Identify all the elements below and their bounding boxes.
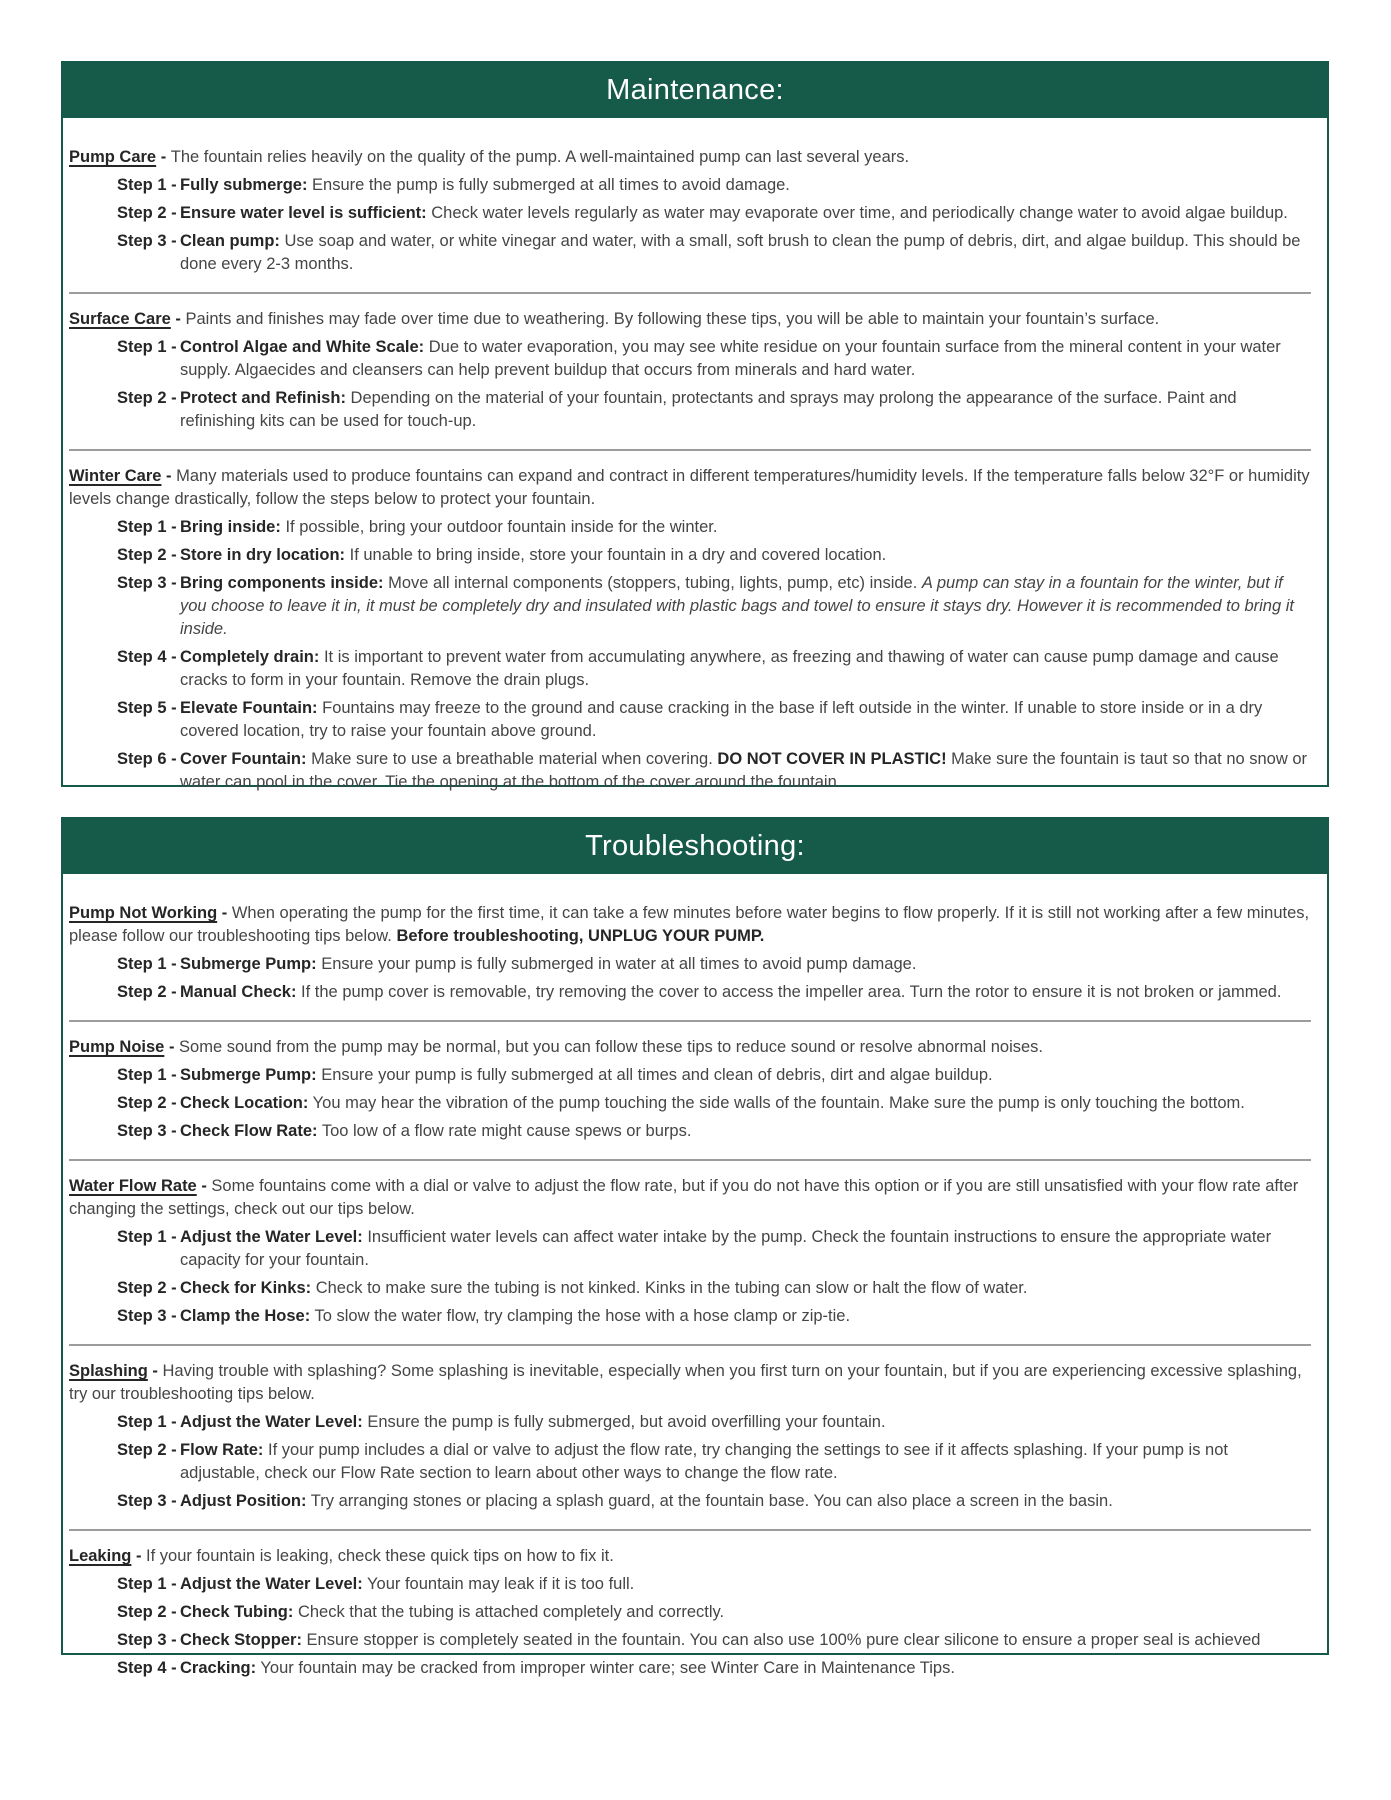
step-body xyxy=(180,1657,1311,1680)
steps-list xyxy=(69,1573,1311,1680)
text-segment: Having trouble with splashing? Some splashing is inevitable, especially when you first turn on your fountain, but if you are experiencing excessive splashing, try our troubleshooting tips below. xyxy=(69,1362,1302,1403)
section-intro xyxy=(69,465,1311,511)
step-label: Step 3 - xyxy=(117,232,177,250)
step-name: Completely drain: xyxy=(180,648,320,666)
text-segment: If your pump includes a dial or valve to adjust the flow rate, try changing the settings to see if it affects splashing. If your pump is not adjustable, check our Flow Rate section to learn about other ways to change the flow rate. xyxy=(180,1441,1228,1482)
text-segment: Too low of a flow rate might cause spews or burps. xyxy=(321,1122,692,1140)
section-separator: - xyxy=(147,1362,163,1380)
section-heading: Winter Care xyxy=(69,467,162,485)
steps-list xyxy=(69,516,1311,794)
step-body xyxy=(180,1439,1311,1485)
step-name: Protect and Refinish: xyxy=(180,389,346,407)
step-name: Flow Rate: xyxy=(180,1441,264,1459)
step-row xyxy=(117,202,1311,225)
section-intro xyxy=(69,308,1311,331)
step-name: Submerge Pump: xyxy=(180,955,317,973)
section-separator: - xyxy=(217,904,232,922)
text-segment: Ensure your pump is fully submerged in water at all times to avoid pump damage. xyxy=(321,955,917,973)
steps-list xyxy=(69,1411,1311,1513)
text-segment: Depending on the material of your fountain, protectants and sprays may prolong the appearance of the surface. Paint and refinishing kits can be used for touch-up. xyxy=(180,389,1237,430)
step-label: Step 2 - xyxy=(117,204,177,222)
section-heading: Pump Noise xyxy=(69,1038,165,1056)
step-label: Step 1 - xyxy=(117,1413,177,1431)
section-heading: Surface Care xyxy=(69,310,171,328)
troubleshooting-box xyxy=(61,817,1329,1677)
step-row xyxy=(117,387,1311,433)
step-row xyxy=(117,1305,1311,1328)
step-name: Adjust the Water Level: xyxy=(180,1575,363,1593)
section-separator: - xyxy=(170,310,186,328)
step-row xyxy=(117,1573,1311,1596)
text-segment: If unable to bring inside, store your fountain in a dry and covered location. xyxy=(349,546,887,564)
step-body xyxy=(180,230,1311,276)
text-segment: You may hear the vibration of the pump touching the side walls of the fountain. Make sure the pump is only touching the bottom. xyxy=(312,1094,1245,1112)
step-body xyxy=(180,953,1311,976)
section-intro xyxy=(69,1036,1311,1059)
section-heading: Pump Care xyxy=(69,148,157,166)
steps-list xyxy=(69,953,1311,1004)
step-body xyxy=(180,572,1311,641)
text-segment: Move all internal components (stoppers, tubing, lights, pump, etc) inside. xyxy=(388,574,922,592)
step-body xyxy=(180,1226,1311,1272)
step-name: Adjust Position: xyxy=(180,1492,307,1510)
step-body xyxy=(180,697,1311,743)
troubleshooting-header-bar xyxy=(63,819,1327,874)
step-name: Bring inside: xyxy=(180,518,281,536)
step-name: Ensure water level is sufficient: xyxy=(180,204,427,222)
step-row xyxy=(117,953,1311,976)
text-segment: Use soap and water, or white vinegar and water, with a small, soft brush to clean the pump of debris, dirt, and algae buildup. This should be done every 2-3 months. xyxy=(180,232,1301,273)
text-segment: Fountains may freeze to the ground and cause cracking in the base if left outside in the winter. If unable to store inside or in a dry covered location, try to raise your fountain above ground. xyxy=(180,699,1263,740)
step-name: Adjust the Water Level: xyxy=(180,1228,363,1246)
text-segment: To slow the water flow, try clamping the hose with a hose clamp or zip-tie. xyxy=(314,1307,851,1325)
step-label: Step 1 - xyxy=(117,1575,177,1593)
step-label: Step 2 - xyxy=(117,1094,177,1112)
step-name: Fully submerge: xyxy=(180,176,308,194)
step-body xyxy=(180,1120,1311,1143)
step-row xyxy=(117,1226,1311,1272)
step-label: Step 1 - xyxy=(117,176,177,194)
text-segment: Some fountains come with a dial or valve to adjust the flow rate, but if you do not have this option or if you are still unsatisfied with your flow rate after changing the settings, check out our tips below. xyxy=(69,1177,1299,1218)
step-label: Step 3 - xyxy=(117,1307,177,1325)
text-segment: Ensure your pump is fully submerged at all times and clean of debris, dirt and algae buildup. xyxy=(321,1066,993,1084)
step-row xyxy=(117,1629,1311,1652)
text-segment: Ensure the pump is fully submerged at all times to avoid damage. xyxy=(312,176,790,194)
text-segment: Check that the tubing is attached completely and correctly. xyxy=(297,1603,725,1621)
section-heading: Splashing xyxy=(69,1362,148,1380)
step-label: Step 2 - xyxy=(117,1279,177,1297)
step-label: Step 4 - xyxy=(117,1659,177,1677)
maintenance-header-bar xyxy=(63,63,1327,118)
text-segment: Your fountain may be cracked from improper winter care; see Winter Care in Maintenance Tips. xyxy=(260,1659,955,1677)
step-body xyxy=(180,748,1311,794)
step-body xyxy=(180,1573,1311,1596)
step-row xyxy=(117,230,1311,276)
section-separator: - xyxy=(156,148,171,166)
step-row xyxy=(117,516,1311,539)
step-name: Clamp the Hose: xyxy=(180,1307,311,1325)
step-label: Step 2 - xyxy=(117,389,177,407)
step-body xyxy=(180,174,1311,197)
section-divider xyxy=(69,1344,1311,1346)
text-segment: Make sure to use a breathable material when covering. xyxy=(311,750,718,768)
step-row xyxy=(117,646,1311,692)
section-heading: Leaking xyxy=(69,1547,132,1565)
step-body xyxy=(180,1601,1311,1624)
step-row xyxy=(117,174,1311,197)
text-segment: It is important to prevent water from accumulating anywhere, as freezing and thawing of water can cause pump damage and cause cracks to form in your fountain. Remove the drain plugs. xyxy=(180,648,1279,689)
step-label: Step 3 - xyxy=(117,1631,177,1649)
step-body xyxy=(180,387,1311,433)
step-row xyxy=(117,1277,1311,1300)
step-label: Step 4 - xyxy=(117,648,177,666)
step-row xyxy=(117,336,1311,382)
step-label: Step 3 - xyxy=(117,574,177,592)
step-label: Step 6 - xyxy=(117,750,177,768)
troubleshooting-content xyxy=(63,874,1327,1680)
step-label: Step 2 - xyxy=(117,983,177,1001)
steps-list xyxy=(69,336,1311,433)
text-segment: Ensure the pump is fully submerged, but avoid overfilling your fountain. xyxy=(367,1413,886,1431)
step-row xyxy=(117,1601,1311,1624)
step-label: Step 1 - xyxy=(117,1228,177,1246)
step-label: Step 1 - xyxy=(117,955,177,973)
section-divider xyxy=(69,449,1311,451)
step-body xyxy=(180,1277,1311,1300)
step-body xyxy=(180,516,1311,539)
step-row xyxy=(117,1120,1311,1143)
text-segment: If possible, bring your outdoor fountain inside for the winter. xyxy=(285,518,718,536)
section-heading: Pump Not Working xyxy=(69,904,218,922)
step-body xyxy=(180,544,1311,567)
step-label: Step 1 - xyxy=(117,338,177,356)
step-name: Control Algae and White Scale: xyxy=(180,338,425,356)
maintenance-box xyxy=(61,61,1329,791)
troubleshooting-title: Troubleshooting: xyxy=(585,830,805,862)
step-row xyxy=(117,1411,1311,1434)
text-segment: If the pump cover is removable, try removing the cover to access the impeller area. Turn the rotor to ensure it is not broken or jammed. xyxy=(301,983,1282,1001)
step-body xyxy=(180,1305,1311,1328)
section-separator: - xyxy=(131,1547,147,1565)
step-name: Cover Fountain: xyxy=(180,750,307,768)
section-intro xyxy=(69,146,1311,169)
text-segment: Due to water evaporation, you may see white residue on your fountain surface from the mineral content in your water supply. Algaecides and cleansers can help prevent buildup that occurs from minerals and hard water. xyxy=(180,338,1281,379)
step-name: Elevate Fountain: xyxy=(180,699,318,717)
step-row xyxy=(117,697,1311,743)
step-row xyxy=(117,1657,1311,1680)
step-body xyxy=(180,981,1311,1004)
step-name: Bring components inside: xyxy=(180,574,384,592)
text-segment: Your fountain may leak if it is too full. xyxy=(367,1575,635,1593)
text-segment: Before troubleshooting, UNPLUG YOUR PUMP. xyxy=(396,927,765,945)
step-name: Cracking: xyxy=(180,1659,257,1677)
step-name: Check Location: xyxy=(180,1094,309,1112)
text-segment: When operating the pump for the first time, it can take a few minutes before water begins to flow properly. If it is still not working after a few minutes, please follow our troubleshooting tips below. xyxy=(69,904,1310,945)
text-segment: Check to make sure the tubing is not kinked. Kinks in the tubing can slow or halt the flow of water. xyxy=(315,1279,1028,1297)
step-label: Step 1 - xyxy=(117,518,177,536)
steps-list xyxy=(69,174,1311,276)
text-segment: Make sure the fountain is taut so that no snow or water can pool in the cover. Tie the opening at the bottom of the cover around the fountain. xyxy=(180,750,1308,791)
step-row xyxy=(117,544,1311,567)
step-row xyxy=(117,1439,1311,1485)
step-name: Manual Check: xyxy=(180,983,297,1001)
step-name: Adjust the Water Level: xyxy=(180,1413,363,1431)
step-body xyxy=(180,646,1311,692)
section-divider xyxy=(69,1159,1311,1161)
section-intro xyxy=(69,1545,1311,1568)
section-separator: - xyxy=(161,467,177,485)
steps-list xyxy=(69,1226,1311,1328)
step-name: Submerge Pump: xyxy=(180,1066,317,1084)
step-name: Check Stopper: xyxy=(180,1631,302,1649)
text-segment: Ensure stopper is completely seated in the fountain. You can also use 100% pure clear silicone to ensure a proper seal is achieved xyxy=(306,1631,1261,1649)
step-body xyxy=(180,336,1311,382)
step-body xyxy=(180,1490,1311,1513)
step-body xyxy=(180,1411,1311,1434)
section-intro xyxy=(69,1360,1311,1406)
step-row xyxy=(117,748,1311,794)
step-label: Step 2 - xyxy=(117,546,177,564)
step-label: Step 3 - xyxy=(117,1122,177,1140)
text-segment: If your fountain is leaking, check these quick tips on how to fix it. xyxy=(146,1547,614,1565)
step-label: Step 5 - xyxy=(117,699,177,717)
section-separator: - xyxy=(164,1038,180,1056)
text-segment: Check water levels regularly as water may evaporate over time, and periodically change water to avoid algae buildup. xyxy=(431,204,1288,222)
section-intro xyxy=(69,1175,1311,1221)
step-name: Store in dry location: xyxy=(180,546,346,564)
section-divider xyxy=(69,1529,1311,1531)
maintenance-content xyxy=(63,118,1327,794)
step-row xyxy=(117,1064,1311,1087)
steps-list xyxy=(69,1064,1311,1143)
section-intro xyxy=(69,902,1311,948)
step-body xyxy=(180,1092,1311,1115)
step-row xyxy=(117,572,1311,641)
text-segment: Try arranging stones or placing a splash guard, at the fountain base. You can also place a screen in the basin. xyxy=(310,1492,1113,1510)
text-segment: A pump can stay in a fountain for the winter, but if you choose to leave it in, it must be completely dry and insulated with plastic bags and towel to ensure it stays dry. However it is recommended to bring it inside. xyxy=(180,574,1294,638)
step-name: Clean pump: xyxy=(180,232,280,250)
step-name: Check Flow Rate: xyxy=(180,1122,318,1140)
step-name: Check for Kinks: xyxy=(180,1279,312,1297)
text-segment: DO NOT COVER IN PLASTIC! xyxy=(717,750,947,768)
section-divider xyxy=(69,1020,1311,1022)
step-label: Step 1 - xyxy=(117,1066,177,1084)
step-label: Step 2 - xyxy=(117,1603,177,1621)
text-segment: Many materials used to produce fountains can expand and contract in different temperatures/humidity levels. If the temperature falls below 32°F or humidity levels change drastically, follow the steps below to protect your fountain. xyxy=(69,467,1310,508)
step-name: Check Tubing: xyxy=(180,1603,294,1621)
text-segment: The fountain relies heavily on the quality of the pump. A well-maintained pump can last several years. xyxy=(170,148,910,166)
section-heading: Water Flow Rate xyxy=(69,1177,197,1195)
step-body xyxy=(180,202,1311,225)
step-body xyxy=(180,1629,1311,1652)
text-segment: Some sound from the pump may be normal, but you can follow these tips to reduce sound or resolve abnormal noises. xyxy=(179,1038,1043,1056)
step-body xyxy=(180,1064,1311,1087)
section-divider xyxy=(69,292,1311,294)
step-label: Step 2 - xyxy=(117,1441,177,1459)
step-row xyxy=(117,1490,1311,1513)
text-segment: Paints and finishes may fade over time due to weathering. By following these tips, you will be able to maintain your fountain’s surface. xyxy=(185,310,1160,328)
step-row xyxy=(117,981,1311,1004)
section-separator: - xyxy=(196,1177,212,1195)
step-label: Step 3 - xyxy=(117,1492,177,1510)
text-segment: Insufficient water levels can affect water intake by the pump. Check the fountain instructions to ensure the appropriate water capacity for your fountain. xyxy=(180,1228,1272,1269)
step-row xyxy=(117,1092,1311,1115)
maintenance-title: Maintenance: xyxy=(606,74,784,106)
